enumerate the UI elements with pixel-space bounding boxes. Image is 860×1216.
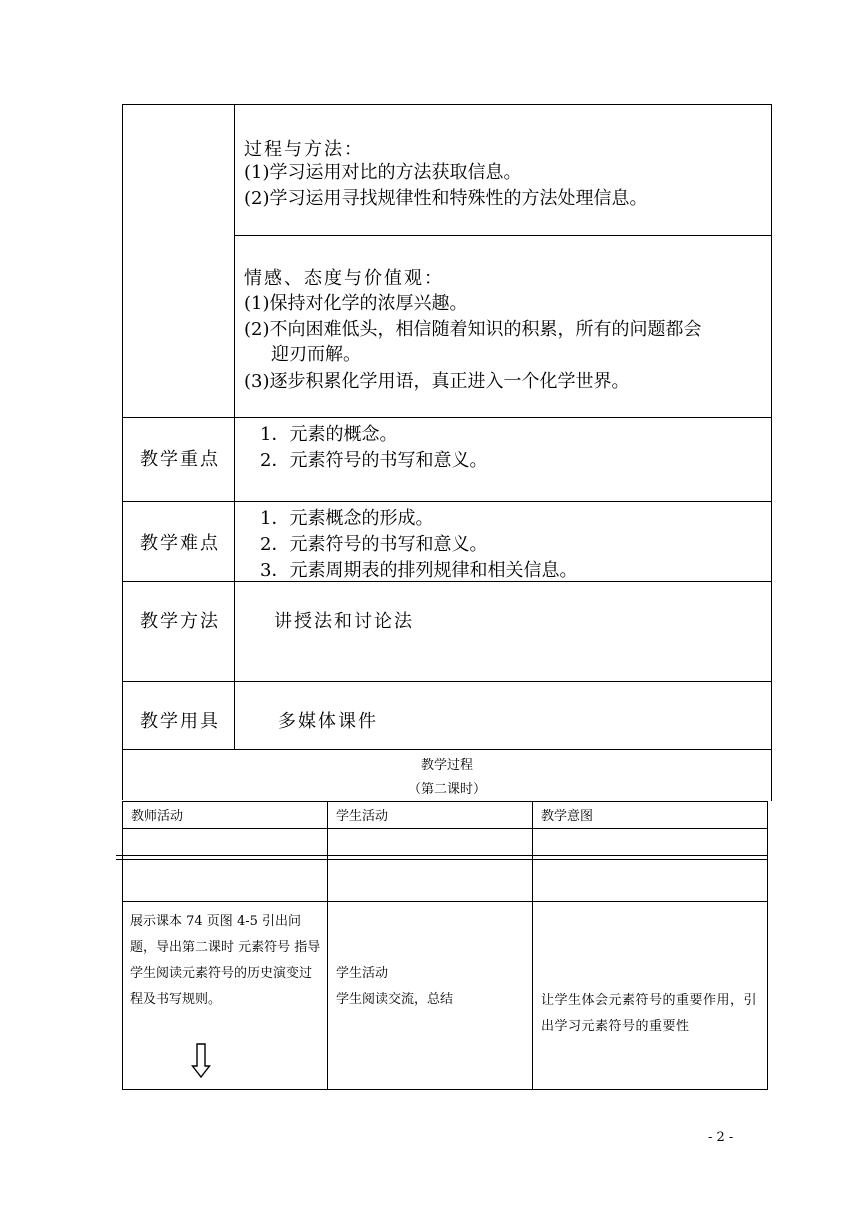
difficulty-item: 2．元素符号的书写和意义。 <box>260 534 488 555</box>
table-border <box>116 859 768 860</box>
difficulty-item: 1．元素概念的形成。 <box>260 508 434 529</box>
difficulties-label: 教学难点 <box>140 533 220 554</box>
key-point-item: 1．元素的概念。 <box>260 424 398 445</box>
down-arrow-icon <box>191 1043 211 1079</box>
header-teaching-intent: 教学意图 <box>541 809 594 824</box>
table-border <box>122 104 123 800</box>
teacher-activity-text: 展示课本 74 页图 4-5 引出问题，导出第二课时 元素符号 指导学生阅读元素符号的历史演变过程及书写规则。 <box>130 914 321 1007</box>
table-border <box>122 801 768 802</box>
table-border <box>122 681 772 682</box>
table-border <box>122 901 768 902</box>
table-border <box>327 801 328 1090</box>
attitude-values-item: (1)保持对化学的浓厚兴趣。 <box>244 293 468 314</box>
attitude-values-item: (3)逐步积累化学用语，真正进入一个化学世界。 <box>244 371 630 392</box>
table-border <box>122 417 772 418</box>
table-border <box>122 501 772 502</box>
tools-value: 多媒体课件 <box>278 711 378 732</box>
process-methods-heading: 过程与方法： <box>244 139 364 160</box>
table-border <box>234 104 235 749</box>
table-border <box>122 801 123 1090</box>
method-value: 讲授法和讨论法 <box>274 611 414 632</box>
page-number: - 2 - <box>708 1130 734 1145</box>
process-methods-item: (1)学习运用对比的方法获取信息。 <box>244 162 522 183</box>
attitude-values-heading: 情感、态度与价值观： <box>244 268 444 289</box>
table-border <box>767 801 768 1090</box>
table-border <box>116 855 768 856</box>
student-activity-title: 学生活动 <box>336 966 389 981</box>
attitude-values-item: (2)不向困难低头，相信随着知识的积累，所有的问题都会 <box>244 319 702 340</box>
student-activity-text: 学生阅读交流，总结 <box>336 992 454 1007</box>
process-methods-item: (2)学习运用寻找规律性和特殊性的方法处理信息。 <box>244 188 648 209</box>
table-border <box>771 104 772 801</box>
table-border <box>122 749 772 750</box>
difficulty-item: 3．元素周期表的排列规律和相关信息。 <box>260 560 578 581</box>
key-points-label: 教学重点 <box>140 449 220 470</box>
attitude-values-item: 迎刃而解。 <box>271 344 361 365</box>
table-border <box>122 581 772 582</box>
header-student-activity: 学生活动 <box>336 809 389 824</box>
table-border <box>532 801 533 1090</box>
method-label: 教学方法 <box>140 611 220 632</box>
process-title: 教学过程 <box>420 758 473 773</box>
header-teacher-activity: 教师活动 <box>131 809 184 824</box>
key-point-item: 2．元素符号的书写和意义。 <box>260 450 488 471</box>
table-border <box>122 1089 768 1090</box>
table-border <box>122 104 772 105</box>
process-subtitle: （第二课时） <box>407 782 486 797</box>
teaching-intent-text: 让学生体会元素符号的重要作用，引出学习元素符号的重要性 <box>541 993 758 1034</box>
table-border <box>122 828 768 829</box>
table-border <box>234 235 772 236</box>
tools-label: 教学用具 <box>140 711 220 732</box>
